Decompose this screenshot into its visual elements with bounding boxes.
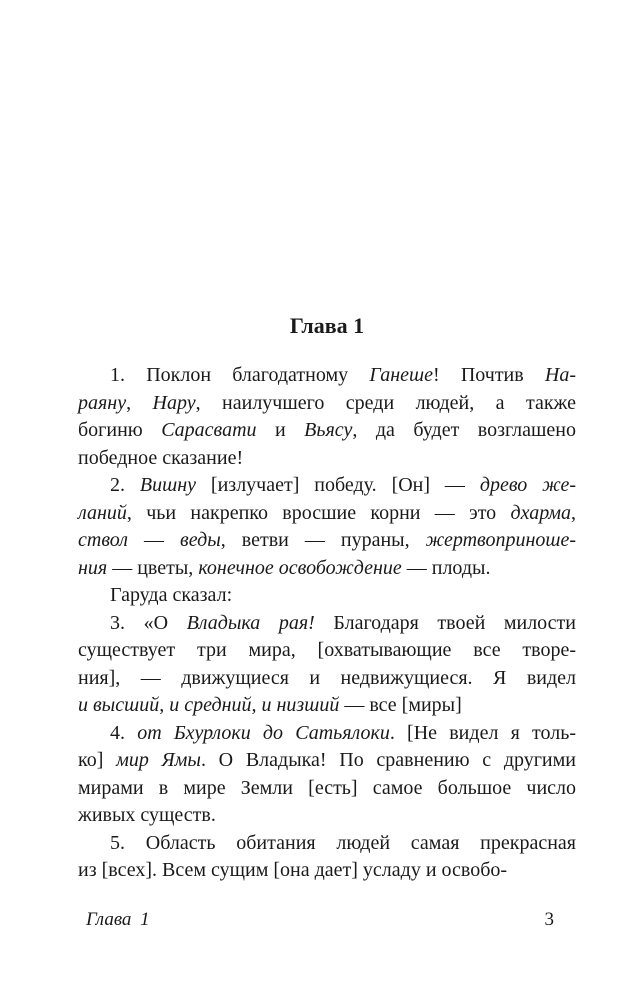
- text-line: Гаруда сказал:: [110, 584, 233, 606]
- text-line: богиню Сарасвати и Вьясу, да будет возглашено: [78, 419, 576, 441]
- text-line: 5. Область обитания людей самая прекрасная: [110, 831, 576, 854]
- text-line: из [всех]. Всем сущим [она дает] усладу и освобо-: [78, 859, 508, 881]
- page-number: 3: [544, 909, 554, 930]
- text-line: 3. «О Владыка рая! Благодаря твоей милости: [110, 611, 576, 634]
- chapter-title: Глава 1: [289, 313, 365, 338]
- running-title: Глава 1: [86, 909, 150, 930]
- paragraph: [78, 472, 576, 582]
- paragraph: [78, 720, 576, 830]
- text-line: ланий, чьи накрепко вросшие корни — это дхарма,: [78, 501, 576, 524]
- text-line: мирами в мире Земли [есть] самое большое число: [78, 776, 576, 799]
- paragraph: [78, 582, 576, 610]
- text-line: и высший, и средний, и низший — все [миры]: [78, 694, 462, 716]
- text-line: существует три мира, [охватывающие все творе-: [78, 639, 576, 661]
- text-line: ко] мир Ямы. О Владыка! По сравнению с другими: [78, 749, 576, 771]
- text-line: 4. от Бхурлоки до Сатьялоки. [Не видел я толь-: [110, 721, 576, 744]
- text-line: ния — цветы, конечное освобождение — плоды.: [78, 556, 491, 579]
- text-line: ствол — веды, ветви — пураны, жертвоприноше-: [78, 529, 577, 551]
- paragraph: [78, 362, 576, 472]
- text-line: победное сказание!: [78, 446, 244, 469]
- text-line: живых существ.: [78, 804, 216, 826]
- text-line: ния], — движущиеся и недвижущиеся. Я видел: [78, 666, 576, 689]
- page-footer: [78, 908, 576, 932]
- text-line: 2. Вишну [излучает] победу. [Он] — древо же-: [110, 474, 577, 496]
- body-text: [78, 362, 576, 885]
- paragraph: [78, 610, 576, 720]
- text-line: раяну, Нару, наилучшего среди людей, а также: [78, 391, 576, 414]
- text-line: 1. Поклон благодатному Ганеше! Почтив На-: [110, 364, 576, 386]
- page-content: [78, 312, 576, 885]
- paragraph: [78, 830, 576, 885]
